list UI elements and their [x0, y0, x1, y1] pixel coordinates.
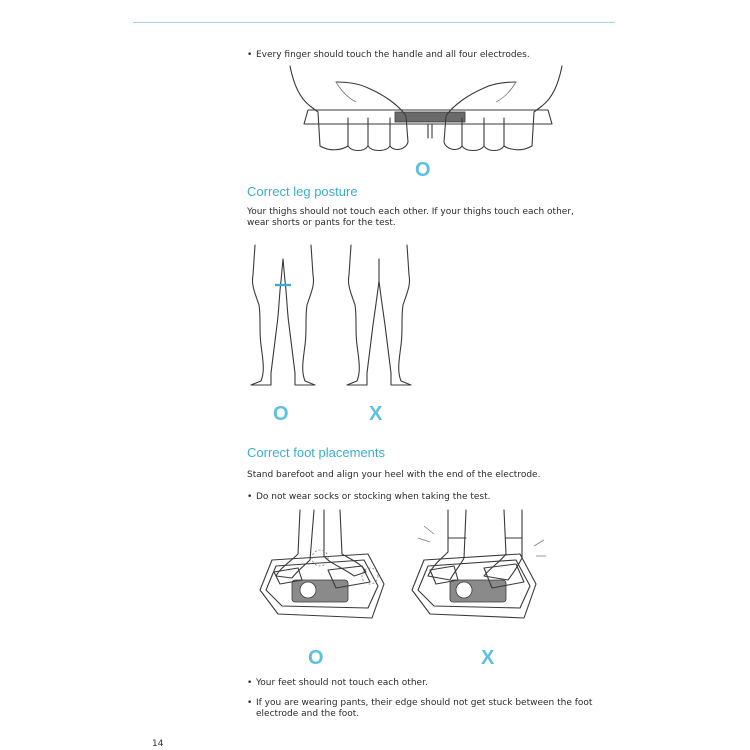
- header-rule: [133, 22, 615, 23]
- leg-posture-illustration: [245, 245, 425, 390]
- scale-barefoot-illustration: [258, 510, 390, 622]
- bullet-text: If you are wearing pants, their edge should not get stuck between the foot electrode and the foot.: [256, 698, 593, 719]
- bullet-text: Your feet should not touch each other.: [256, 678, 428, 688]
- mark-feet-correct: O: [308, 647, 324, 669]
- bullet-dot: •: [247, 492, 253, 502]
- bullet-dot: •: [247, 50, 253, 60]
- leg-posture-description: Your thighs should not touch each other. If your thighs touch each other, wear shorts or pants for the test.: [247, 207, 574, 228]
- scale-socks-illustration: [410, 510, 548, 622]
- bullet-text: Every finger should touch the handle and all four electrodes.: [256, 50, 530, 60]
- mark-hands-correct: O: [415, 159, 431, 181]
- mark-feet-wrong: X: [481, 647, 495, 669]
- heading-leg-posture: Correct leg posture: [247, 184, 358, 199]
- mark-legs-wrong: X: [369, 403, 383, 425]
- mark-legs-correct: O: [273, 403, 289, 425]
- bullet-dot: •: [247, 698, 253, 708]
- page-number: 14: [152, 739, 164, 749]
- hands-on-handle-illustration: [290, 66, 570, 161]
- foot-placement-description: Stand barefoot and align your heel with the end of the electrode.: [247, 470, 541, 480]
- bullet-text: Do not wear socks or stocking when taking the test.: [256, 492, 491, 502]
- bullet-dot: •: [247, 678, 253, 688]
- heading-foot-placements: Correct foot placements: [247, 445, 386, 460]
